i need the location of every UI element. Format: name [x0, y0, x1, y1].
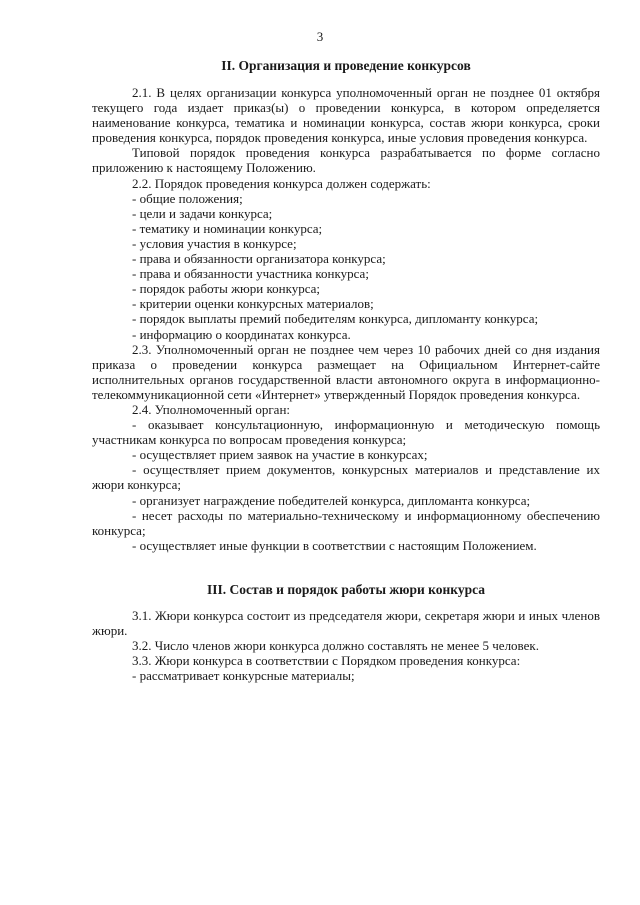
list-item: - тематику и номинации конкурса; — [132, 220, 323, 236]
list-item: - осуществляет иные функции в соответствии с настоящим Положением. — [132, 537, 537, 553]
list-item: - общие положения; — [132, 190, 243, 206]
list-item: - осуществляет прием заявок на участие в конкурсах; — [132, 447, 428, 463]
list-item: - осуществляет прием документов, конкурсных материалов и представление их жюри конкурса; — [92, 462, 600, 493]
list-item: - оказывает консультационную, информационную и методическую помощь участникам конкурса по вопросам проведения конкурса; — [92, 417, 600, 448]
list-item: - критерии оценки конкурсных материалов; — [132, 296, 374, 312]
paragraph-typical-order: Типовой порядок проведения конкурса разрабатывается по форме согласно приложению к настоящему Положению. — [92, 145, 600, 176]
paragraph-2-4: 2.4. Уполномоченный орган: — [132, 401, 291, 417]
paragraph-2-2: 2.2. Порядок проведения конкурса должен содержать: — [132, 175, 431, 191]
paragraph-3-2: 3.2. Число членов жюри конкурса должно составлять не менее 5 человек. — [132, 638, 539, 654]
list-item: - условия участия в конкурсе; — [132, 235, 297, 251]
paragraph-2-3: 2.3. Уполномоченный орган не позднее чем через 10 рабочих дней со дня издания приказа о проведении конкурса размещает на Официальном Интернет-сайте исполнительных органов государственной власти автономного округа в информационно-телекоммуникационной сети «Интернет» утвержденный Порядок проведения конкурса. — [92, 341, 600, 402]
list-item: - рассматривает конкурсные материалы; — [132, 668, 355, 684]
list-item: - порядок работы жюри конкурса; — [132, 281, 321, 297]
section-3-body — [92, 608, 600, 683]
paragraph-3-1: 3.1. Жюри конкурса состоит из председателя жюри, секретаря жюри и иных членов жюри. — [92, 608, 600, 639]
section-2-body — [92, 85, 600, 553]
list-item: - несет расходы по материально-техническому и информационному обеспечению конкурса; — [92, 507, 600, 538]
list-item: - организует награждение победителей конкурса, дипломанта конкурса; — [132, 492, 531, 508]
paragraph-2-1: 2.1. В целях организации конкурса уполномоченный орган не позднее 01 октября текущего года издает приказ(ы) о проведении конкурса, в котором определяется наименование конкурса, тематика и номинации конкурса, состав жюри конкурса, сроки проведения конкурса, порядок проведения конкурса, иные условия проведения конкурса. — [92, 85, 600, 146]
section-2-heading: II. Организация и проведение конкурсов — [221, 58, 471, 73]
list-item: - информацию о координатах конкурса. — [132, 326, 351, 342]
list-item: - цели и задачи конкурса; — [132, 205, 273, 221]
list-item: - права и обязанности участника конкурса; — [132, 266, 369, 282]
page-number: 3 — [316, 29, 324, 44]
list-item: - права и обязанности организатора конкурса; — [132, 251, 386, 267]
paragraph-3-3: 3.3. Жюри конкурса в соответствии с Порядком проведения конкурса: — [132, 653, 521, 669]
section-3-heading: III. Состав и порядок работы жюри конкурса — [206, 582, 486, 597]
list-item: - порядок выплаты премий победителям конкурса, дипломанту конкурса; — [132, 311, 539, 327]
